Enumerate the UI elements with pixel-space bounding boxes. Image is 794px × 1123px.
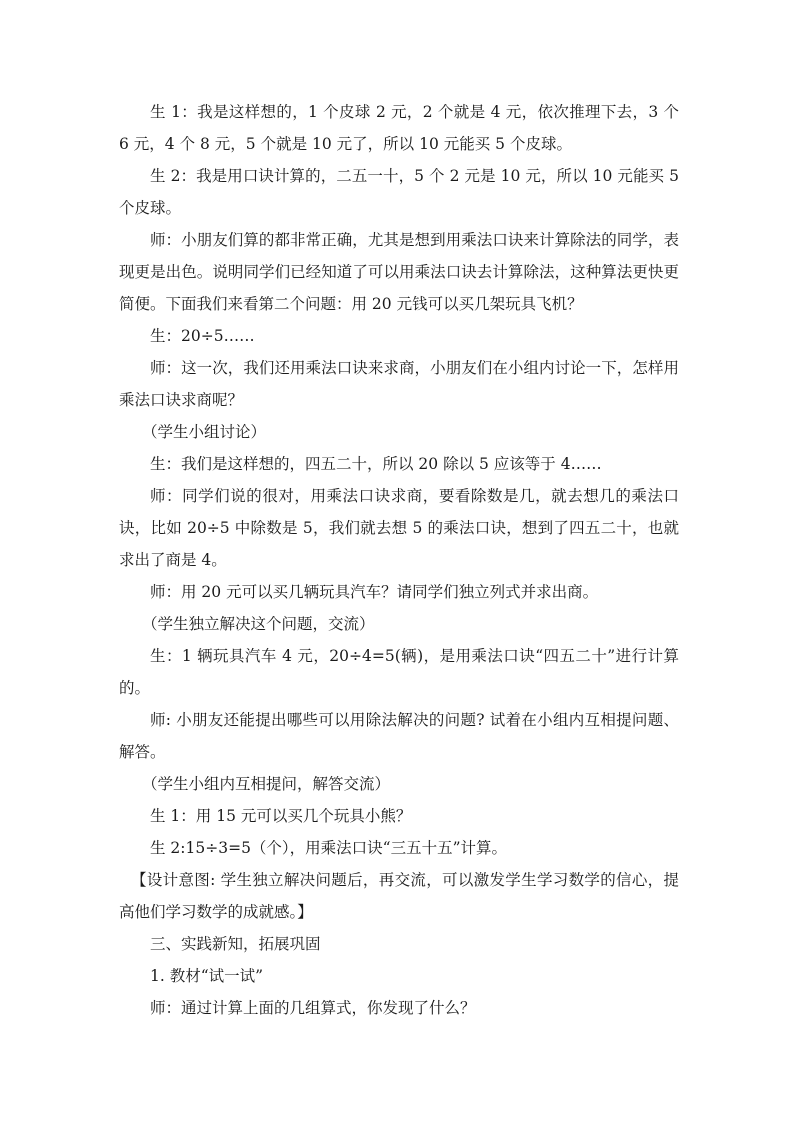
paragraph-teacher-explain: 师：同学们说的很对，用乘法口诀求商，要看除数是几，就去想几的乘法口诀，比如 20÷5 中除数是 5，我们就去想 5 的乘法口诀，想到了四五二十，也就求出了商是 4。 [119, 487, 679, 569]
paragraph-teacher-praise: 师：小朋友们算的都非常正确，尤其是想到用乘法口诀来计算除法的同学，表现更是出色。说明同学们已经知道了可以用乘法口诀去计算除法，这种算法更快更简便。下面我们来看第二个问题：用 20 元钱可以买几架玩具飞机？ [119, 231, 679, 313]
paragraph-student2-ball: 生 2：我是用口诀计算的，二五一十，5 个 2 元是 10 元，所以 10 元能买 5 个皮球。 [119, 167, 679, 217]
paragraph-student2-bear: 生 2:15÷3=5（个），用乘法口诀“三五十五”计算。 [150, 839, 508, 857]
paragraph-group-discussion: （学生小组讨论） [142, 423, 267, 441]
section-heading-practice: 三、实践新知，拓展巩固 [150, 935, 321, 953]
paragraph-teacher-car-question: 师：用 20 元可以买几辆玩具汽车？请同学们独立列式并求出商。 [150, 583, 599, 601]
paragraph-student-division: 生：20÷5…… [150, 327, 255, 345]
paragraph-student-car-answer: 生：1 辆玩具汽车 4 元，20÷4=5(辆)，是用乘法口诀“四五二十”进行计算的。 [119, 647, 679, 697]
paragraph-independent-solve: （学生独立解决这个问题，交流） [142, 615, 375, 633]
subheading-try: 1. 教材“试一试” [150, 967, 264, 985]
paragraph-student-answer: 生：我们是这样想的，四五二十，所以 20 除以 5 应该等于 4…… [150, 455, 602, 473]
paragraph-design-intent: 【设计意图: 学生独立解决问题后，再交流，可以激发学生学习数学的信心，提高他们学习数学的成就感。】 [119, 871, 679, 921]
paragraph-student1-bear: 生 1：用 15 元可以买几个玩具小熊？ [150, 807, 412, 825]
paragraph-group-questions: （学生小组内互相提问，解答交流） [142, 775, 391, 793]
paragraph-teacher-discuss: 师：这一次，我们还用乘法口诀来求商，小朋友们在小组内讨论一下，怎样用乘法口诀求商呢？ [119, 359, 679, 409]
document-body [119, 96, 679, 1024]
paragraph-teacher-more-questions: 师: 小朋友还能提出哪些可以用除法解决的问题? 试着在小组内互相提问题、解答。 [119, 711, 679, 761]
paragraph-teacher-discover: 师：通过计算上面的几组算式，你发现了什么？ [150, 999, 476, 1017]
paragraph-student1-ball: 生 1：我是这样想的，1 个皮球 2 元，2 个就是 4 元，依次推理下去，3 个 6 元，4 个 8 元，5 个就是 10 元了，所以 10 元能买 5 个皮球。 [119, 103, 679, 153]
